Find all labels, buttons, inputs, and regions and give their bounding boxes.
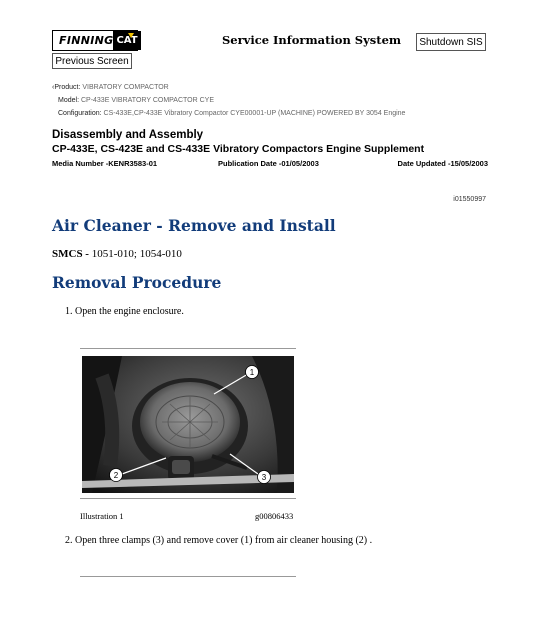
step-2: 2. Open three clamps (3) and remove cover (1) from air cleaner housing (2) . <box>65 535 373 546</box>
reference-id: i01550997 <box>453 196 486 203</box>
shutdown-sis-button[interactable]: Shutdown SIS <box>416 33 486 51</box>
svg-text:2: 2 <box>113 471 119 480</box>
divider <box>80 576 296 577</box>
callout-2 <box>110 469 123 482</box>
date-updated: Date Updated -15/05/2003 <box>397 159 488 168</box>
smcs-value: 1051-010; 1054-010 <box>88 248 182 260</box>
svg-text:1: 1 <box>249 368 255 377</box>
smcs-label: SMCS - <box>52 248 89 260</box>
system-title: Service Information System <box>222 33 402 47</box>
callout-3 <box>258 471 271 484</box>
config-value: CS-433E,CP-433E Vibratory Compactor CYE00001-UP (MACHINE) POWERED BY 3054 Engine <box>103 110 406 117</box>
logo-text: FINNING <box>59 34 114 47</box>
product-value: VIBRATORY COMPACTOR <box>82 84 169 91</box>
page-heading: Air Cleaner - Remove and Install <box>52 216 336 235</box>
section-heading: Removal Procedure <box>52 273 222 292</box>
meta-model <box>58 97 214 104</box>
illustration-id: g00806433 <box>255 511 294 521</box>
cat-logo-badge: CAT <box>113 31 140 50</box>
document-subtitle: CP-433E, CS-423E and CS-433E Vibratory Compactors Engine Supplement <box>52 143 425 155</box>
config-label: Configuration: <box>58 110 102 117</box>
model-label: Model: <box>58 97 80 104</box>
model-value: CP-433E VIBRATORY COMPACTOR CYE <box>80 97 215 104</box>
air-cleaner-illustration <box>82 356 294 493</box>
divider <box>80 498 296 499</box>
previous-screen-button[interactable]: Previous Screen <box>52 53 132 69</box>
back-arrow-icon[interactable]: ‹ <box>52 84 55 91</box>
illustration-caption: Illustration 1 <box>80 511 124 521</box>
document-title: Disassembly and Assembly <box>52 129 204 141</box>
divider <box>80 348 296 349</box>
step-1: 1. Open the engine enclosure. <box>65 306 184 317</box>
svg-text:3: 3 <box>261 473 267 482</box>
meta-product <box>52 84 169 91</box>
meta-configuration <box>58 110 405 117</box>
finning-cat-logo <box>52 30 138 51</box>
smcs-codes <box>52 248 182 260</box>
media-number: Media Number -KENR3583-01 <box>52 159 158 168</box>
publication-date: Publication Date -01/05/2003 <box>218 159 319 168</box>
product-label: Product: <box>54 84 81 91</box>
callout-1 <box>246 366 259 379</box>
